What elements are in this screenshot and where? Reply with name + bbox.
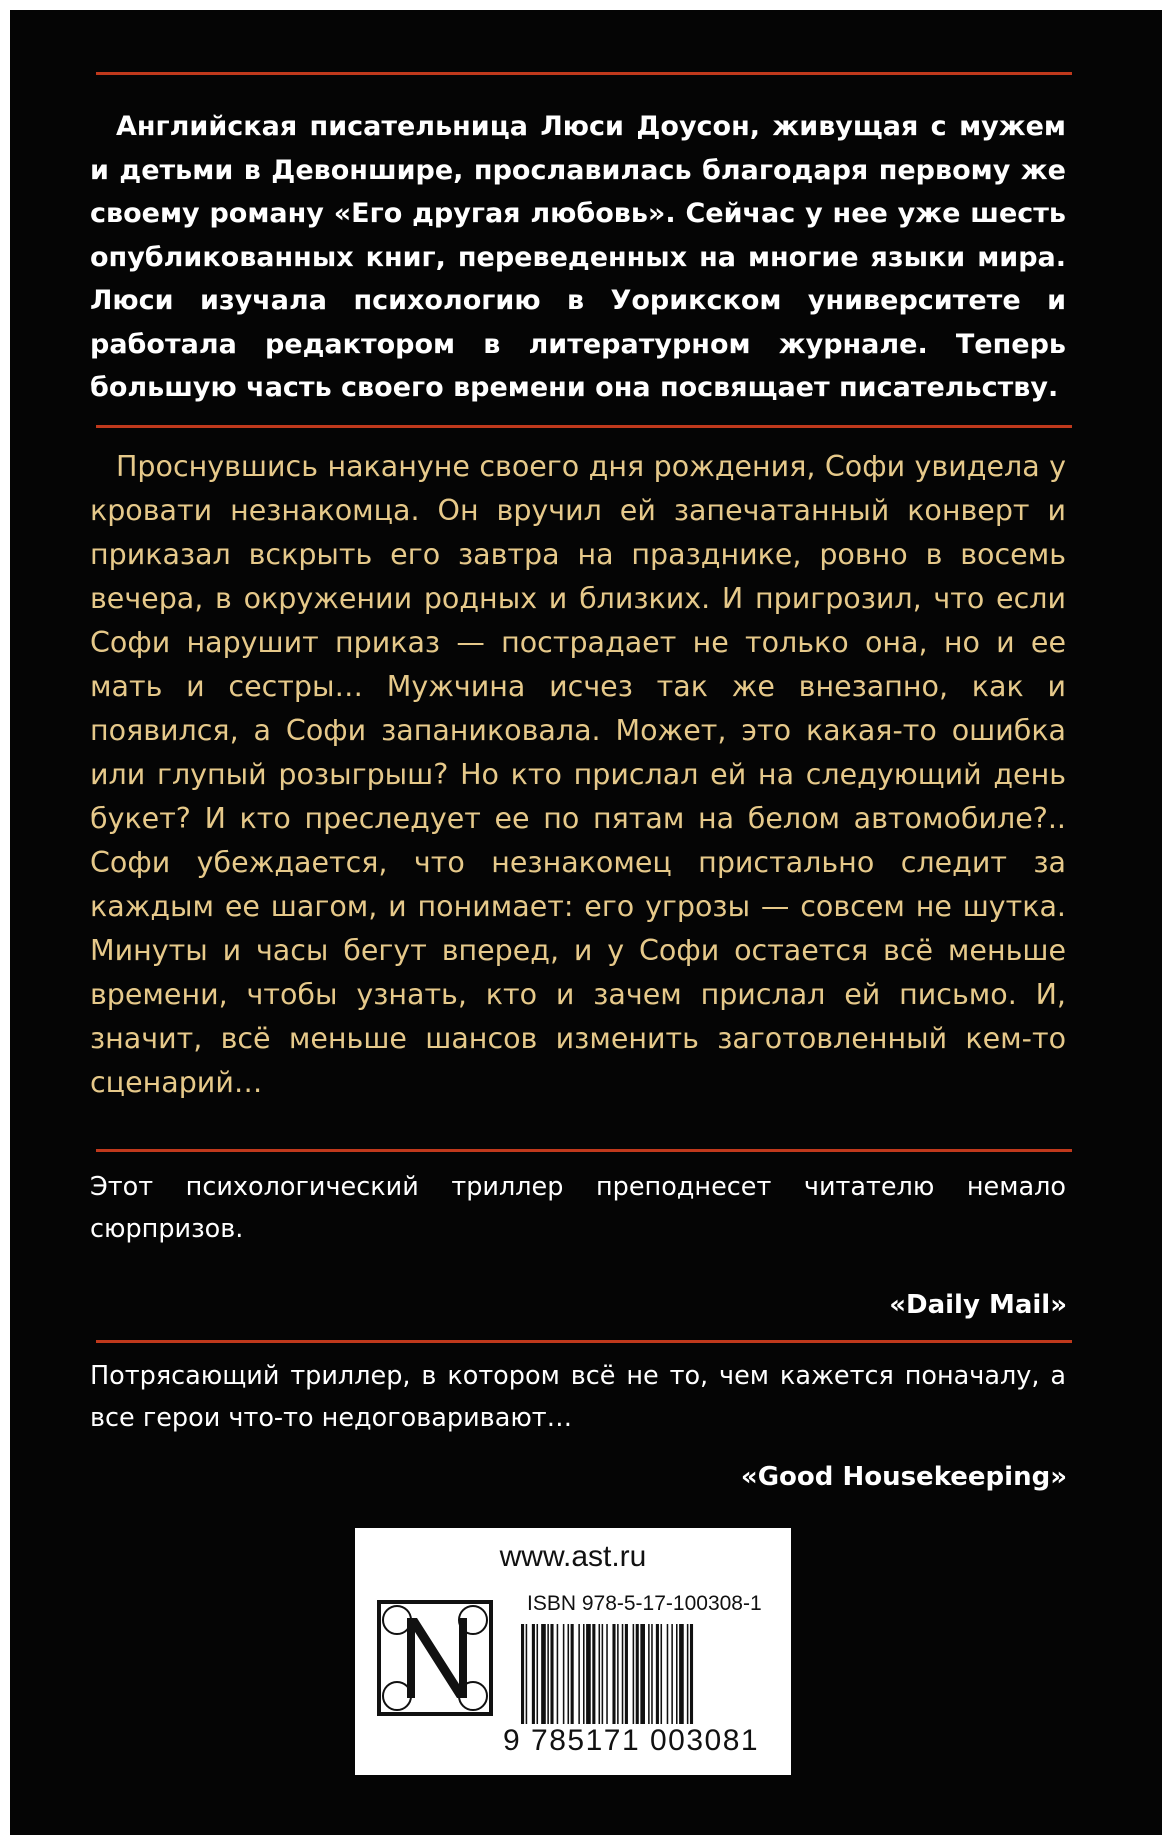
review-source-2: «Good Housekeeping» bbox=[740, 1462, 1067, 1492]
publisher-url: www.ast.ru bbox=[499, 1540, 647, 1573]
review-source-1: «Daily Mail» bbox=[889, 1290, 1067, 1320]
synopsis: Проснувшись накануне своего дня рождения, Софи увидела у кровати незнакомца. Он вручил ей запечатанный конверт и приказал вскрыть его завтра на празднике, ровно в восемь вечера, в окружении родных и близких. И пригрозил, что если Софи нарушит приказ — пострадает не только она, но и ее мать и сестры… Мужчина исчез так же внезапно, как и появился, а Софи запаниковала. Может, это какая-то ошибка или глупый розыгрыш? Но кто прислал ей на следующий день букет? И кто преследует ее по пятам на белом автомобиле?.. Софи убеждается, что незнакомец пристально следит за каждым ее шагом, и понимает: его угрозы — совсем не шутка. Минуты и часы бегут вперед, и у Софи остается всё меньше времени, чтобы узнать, кто и зачем прислал ей письмо. И, значит, всё меньше шансов изменить заготовленный кем-то сценарий… bbox=[90, 450, 1066, 1099]
divider-review-2 bbox=[96, 1340, 1072, 1343]
barcode-icon bbox=[521, 1624, 781, 1724]
author-bio: Английская писательница Люси Доусон, живущая с мужем и детьми в Девоншире, прославилась благодаря первому же своему роману «Его другая любовь». Сейчас у нее уже шесть опубликованных книг, переведенных на многие языки мира. Люси изучала психологию в Уорикском университете и работала редактором в литературном журнале. Теперь большую часть своего времени она посвящает писательству. bbox=[90, 111, 1066, 403]
review-quote-2: Потрясающий триллер, в котором всё не то, чем кажется поначалу, а все герои что-то недоговаривают… bbox=[90, 1361, 1066, 1433]
divider-review-1 bbox=[96, 1149, 1072, 1152]
barcode-digits: 9 785171 003081 bbox=[503, 1724, 760, 1757]
review-quote-1: Этот психологический триллер преподнесет читателю немало сюрпризов. bbox=[90, 1172, 1066, 1244]
barcode-box bbox=[355, 1528, 791, 1775]
divider-top bbox=[96, 72, 1072, 75]
divider-bio bbox=[96, 425, 1072, 428]
isbn-text: ISBN 978-5-17-100308-1 bbox=[527, 1592, 762, 1615]
publisher-logo-icon bbox=[377, 1600, 493, 1716]
